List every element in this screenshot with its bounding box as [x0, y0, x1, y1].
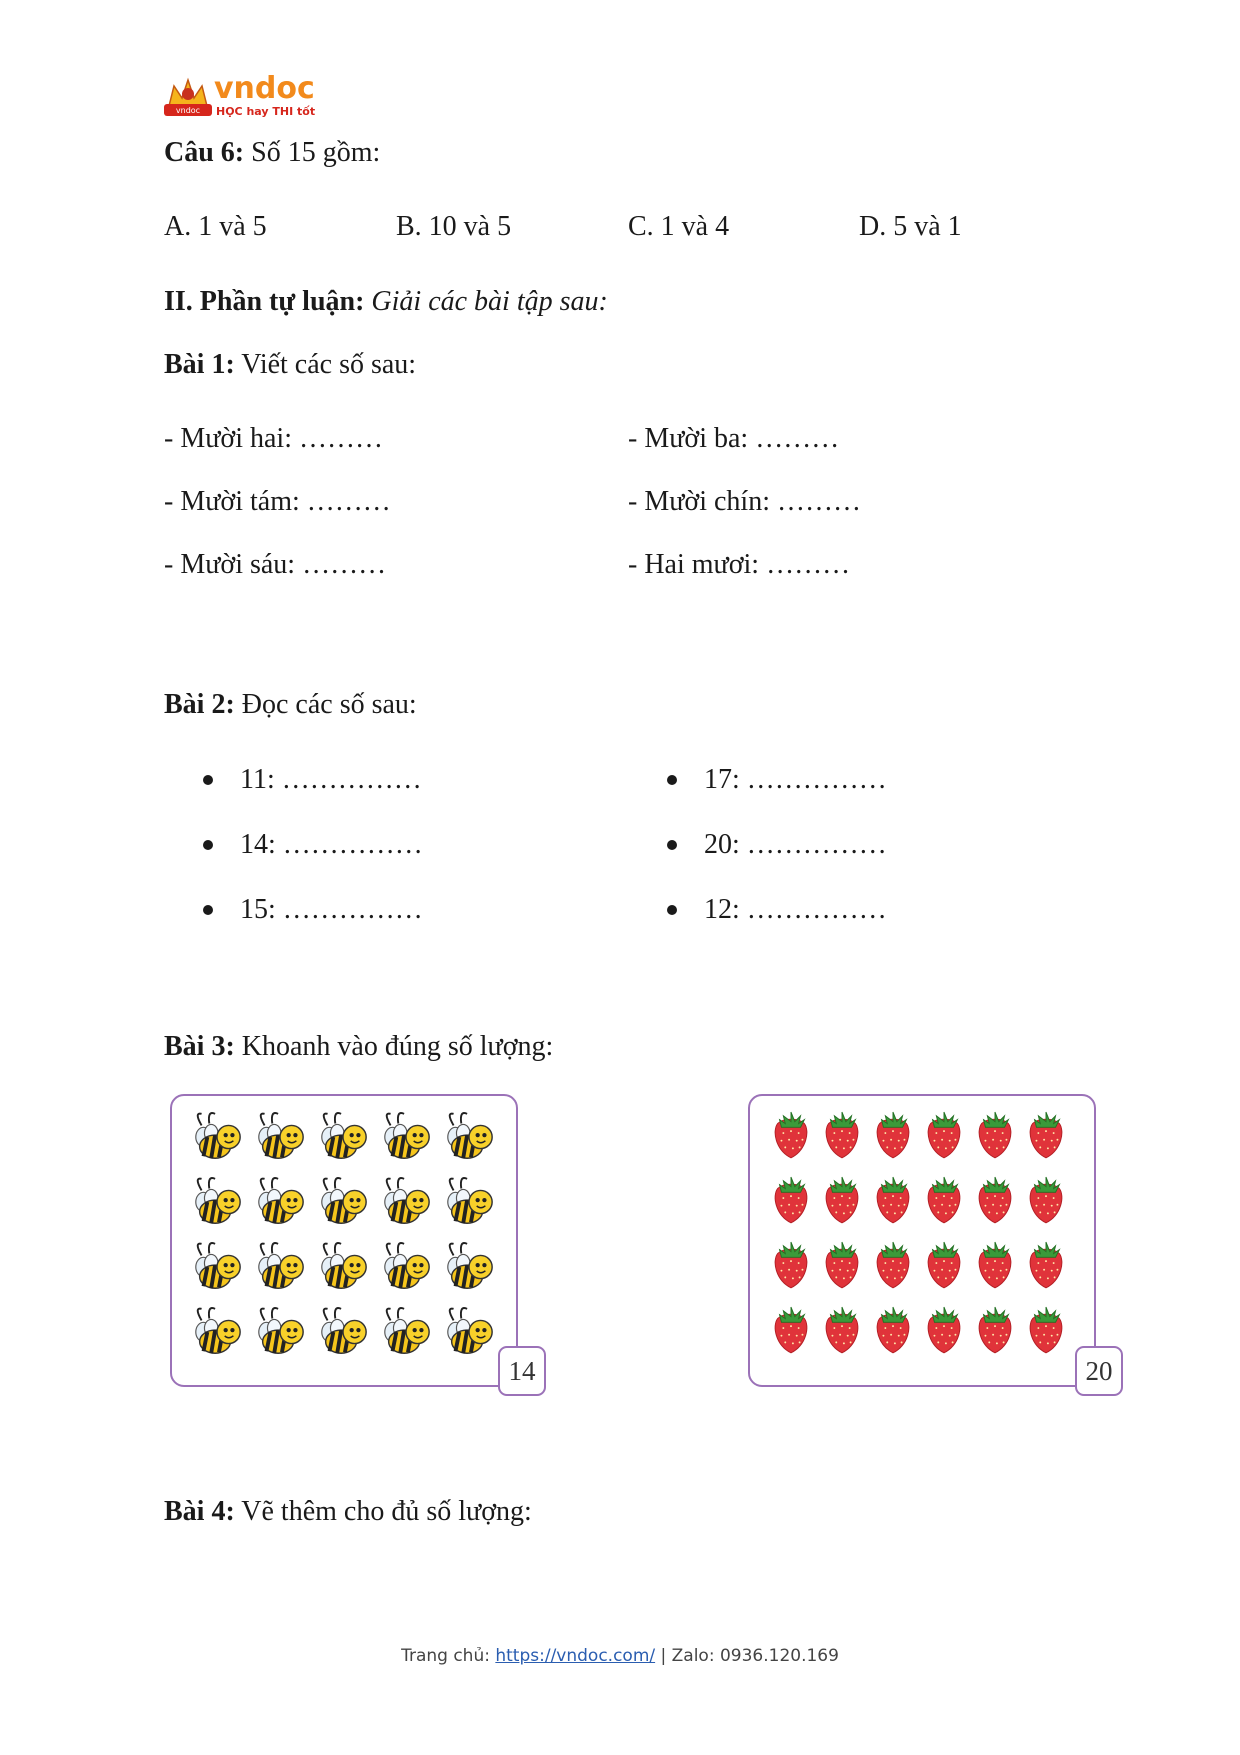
strawberry-icon: [1025, 1301, 1067, 1362]
strawberry-icon: [821, 1301, 863, 1362]
bai1-heading: [164, 348, 416, 382]
bee-icon: [314, 1175, 372, 1234]
strawberry-icon: [1025, 1236, 1067, 1297]
bai1-text: Viết các số sau:: [241, 349, 417, 380]
bee-icon: [251, 1240, 309, 1299]
bee-icon: [377, 1305, 435, 1364]
part2-heading: [164, 285, 608, 319]
bullet-icon: [667, 840, 677, 850]
bai2-item: 17: ……………: [704, 764, 887, 795]
bee-icon: [188, 1110, 246, 1169]
bee-icon: [314, 1240, 372, 1299]
strawberry-icon: [923, 1301, 965, 1362]
bullet-icon: [667, 905, 677, 915]
bee-icon: [188, 1305, 246, 1364]
q6-option-c: C. 1 và 4: [628, 211, 730, 242]
q6-label: Câu 6:: [164, 137, 245, 168]
bee-icon: [188, 1175, 246, 1234]
bee-grid: [188, 1110, 504, 1372]
bai2-item: 14: ……………: [240, 829, 423, 860]
strawberry-icon: [974, 1171, 1016, 1232]
bai4-label: Bài 4:: [164, 1496, 235, 1527]
strawberry-icon: [923, 1106, 965, 1167]
part2-label: II. Phần tự luận:: [164, 286, 365, 317]
bee-icon: [440, 1305, 498, 1364]
bee-icon: [440, 1175, 498, 1234]
bee-icon: [440, 1110, 498, 1169]
strawberry-icon: [872, 1301, 914, 1362]
bee-icon: [188, 1240, 246, 1299]
strawberry-icon: [821, 1106, 863, 1167]
bai1-item: - Mười tám: ………: [164, 486, 391, 517]
bullet-icon: [203, 905, 213, 915]
bee-box[interactable]: [170, 1094, 518, 1387]
svg-text:vndoc: vndoc: [214, 71, 315, 106]
svg-text:HỌC hay THI tốt: HỌC hay THI tốt: [216, 105, 316, 118]
q6-text: Số 15 gồm:: [251, 137, 381, 168]
bee-icon: [251, 1110, 309, 1169]
bai4-text: Vẽ thêm cho đủ số lượng:: [241, 1496, 532, 1527]
bee-icon: [251, 1175, 309, 1234]
bee-icon: [440, 1240, 498, 1299]
strawberry-icon: [770, 1171, 812, 1232]
bee-icon: [314, 1305, 372, 1364]
strawberry-icon: [770, 1106, 812, 1167]
bee-icon: [377, 1240, 435, 1299]
svg-text:vndoc: vndoc: [175, 106, 201, 115]
q6-option-a: A. 1 và 5: [164, 211, 267, 242]
strawberry-icon: [872, 1106, 914, 1167]
q6-option-b: B. 10 và 5: [396, 211, 512, 242]
strawberry-icon: [1025, 1171, 1067, 1232]
bullet-icon: [667, 775, 677, 785]
bai1-item: - Mười chín: ………: [628, 486, 861, 517]
bee-icon: [377, 1110, 435, 1169]
strawberry-count-tag: 20: [1075, 1346, 1123, 1396]
bai2-item: 15: ……………: [240, 894, 423, 925]
bai1-item: - Hai mươi: ………: [628, 549, 851, 580]
vndoc-logo: [164, 70, 324, 122]
q6-question: [164, 136, 380, 170]
bee-icon: [377, 1175, 435, 1234]
bai2-item: 11: ……………: [240, 764, 422, 795]
strawberry-icon: [872, 1236, 914, 1297]
bai1-label: Bài 1:: [164, 349, 235, 380]
bai4-heading: [164, 1495, 532, 1529]
footer-prefix: Trang chủ:: [401, 1646, 496, 1666]
bee-count-tag: 14: [498, 1346, 546, 1396]
part2-text: Giải các bài tập sau:: [371, 286, 608, 317]
strawberry-icon: [872, 1171, 914, 1232]
bai1-item: - Mười hai: ………: [164, 423, 383, 454]
strawberry-box[interactable]: [748, 1094, 1096, 1387]
bai3-text: Khoanh vào đúng số lượng:: [241, 1031, 554, 1062]
strawberry-grid: [770, 1106, 1076, 1376]
strawberry-icon: [821, 1171, 863, 1232]
footer-suffix: | Zalo: 0936.120.169: [655, 1646, 839, 1666]
strawberry-icon: [974, 1236, 1016, 1297]
bai2-heading: [164, 688, 417, 722]
strawberry-icon: [770, 1236, 812, 1297]
bullet-icon: [203, 775, 213, 785]
bai2-label: Bài 2:: [164, 689, 235, 720]
footer: [0, 1646, 1240, 1666]
bai2-text: Đọc các số sau:: [241, 689, 417, 720]
strawberry-icon: [974, 1106, 1016, 1167]
bee-icon: [251, 1305, 309, 1364]
strawberry-icon: [821, 1236, 863, 1297]
strawberry-icon: [923, 1171, 965, 1232]
bai3-label: Bài 3:: [164, 1031, 235, 1062]
strawberry-icon: [770, 1301, 812, 1362]
bee-icon: [314, 1110, 372, 1169]
strawberry-icon: [1025, 1106, 1067, 1167]
bai2-item: 12: ……………: [704, 894, 887, 925]
footer-link[interactable]: https://vndoc.com/: [495, 1646, 656, 1666]
strawberry-icon: [923, 1236, 965, 1297]
bai3-heading: [164, 1030, 553, 1064]
bai1-item: - Mười ba: ………: [628, 423, 840, 454]
bai1-item: - Mười sáu: ………: [164, 549, 387, 580]
bullet-icon: [203, 840, 213, 850]
strawberry-icon: [974, 1301, 1016, 1362]
bai2-item: 20: ……………: [704, 829, 887, 860]
q6-option-d: D. 5 và 1: [859, 211, 962, 242]
